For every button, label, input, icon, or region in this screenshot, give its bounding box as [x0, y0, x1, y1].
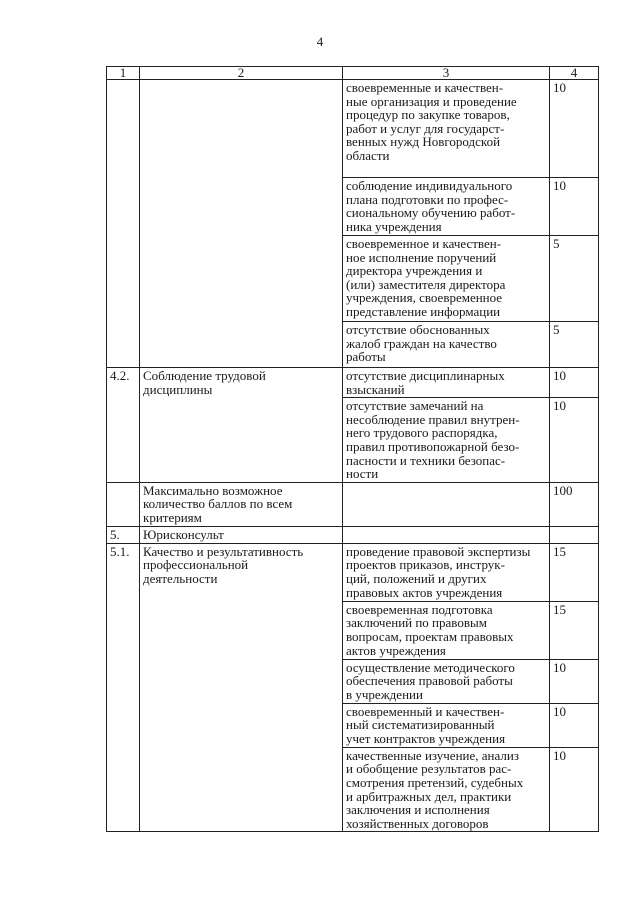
indicator-name-cell: Качество и результативность профессиональной деятельности	[140, 543, 343, 832]
criterion-cell	[343, 482, 550, 526]
criterion-cell: проведение правовой экспертизы проектов приказов, инструк- ций, положений и других правовых актов учреждения	[343, 543, 550, 601]
column-header: 4	[550, 67, 599, 80]
indicator-name-cell: Максимально возможное количество баллов по всем критериям	[140, 482, 343, 526]
score-cell: 10	[550, 659, 599, 703]
column-header: 2	[140, 67, 343, 80]
table-row	[107, 543, 599, 601]
page-number: 4	[316, 34, 324, 49]
criterion-cell: своевременная подготовка заключений по правовым вопросам, проектам правовых актов учреждения	[343, 601, 550, 659]
table-row	[107, 526, 599, 543]
indicator-name-cell: Юрисконсульт	[140, 526, 343, 543]
column-header: 1	[107, 67, 140, 80]
row-number-cell	[107, 482, 140, 526]
criterion-cell: отсутствие дисциплинарных взысканий	[343, 368, 550, 398]
criterion-cell: своевременный и качествен- ный систематизированный учет контрактов учреждения	[343, 703, 550, 747]
score-cell	[550, 526, 599, 543]
criterion-cell: отсутствие замечаний на несоблюдение правил внутрен- него трудового распорядка, правил противопожарной безо- пасности и техники безопас- ности	[343, 398, 550, 483]
criterion-cell	[343, 526, 550, 543]
criterion-cell: качественные изучение, анализ и обобщение результатов рас- смотрения претензий, судебных и арбитражных дел, практики заключения и исполнения хозяйственных договоров	[343, 747, 550, 832]
row-number-cell	[107, 80, 140, 368]
table-row	[107, 80, 599, 178]
indicator-name-cell	[140, 80, 343, 368]
table-header-row	[107, 67, 599, 80]
criterion-cell: осуществление методического обеспечения правовой работы в учреждении	[343, 659, 550, 703]
score-cell: 10	[550, 368, 599, 398]
score-cell: 10	[550, 178, 599, 236]
criterion-cell: соблюдение индивидуального плана подготовки по профес- сиональному обучению работ- ника учреждения	[343, 178, 550, 236]
score-cell: 10	[550, 80, 599, 178]
row-number-cell: 5.	[107, 526, 140, 543]
score-cell: 15	[550, 543, 599, 601]
score-cell: 5	[550, 236, 599, 322]
column-header: 3	[343, 67, 550, 80]
indicator-name-cell: Соблюдение трудовой дисциплины	[140, 368, 343, 483]
table-row	[107, 368, 599, 398]
score-cell: 5	[550, 322, 599, 368]
criterion-cell: своевременное и качествен- ное исполнение поручений директора учреждения и (или) заместителя директора учреждения, своевременное представление информации	[343, 236, 550, 322]
score-cell: 10	[550, 703, 599, 747]
score-cell: 100	[550, 482, 599, 526]
row-number-cell: 4.2.	[107, 368, 140, 483]
row-number-cell: 5.1.	[107, 543, 140, 832]
score-cell: 10	[550, 398, 599, 483]
criterion-cell: своевременные и качествен- ные организация и проведение процедур по закупке товаров, работ и услуг для государст- венных нужд Новгородской области	[343, 80, 550, 178]
table-row	[107, 482, 599, 526]
criterion-cell: отсутствие обоснованных жалоб граждан на качество работы	[343, 322, 550, 368]
score-cell: 10	[550, 747, 599, 832]
criteria-table	[106, 66, 599, 832]
score-cell: 15	[550, 601, 599, 659]
